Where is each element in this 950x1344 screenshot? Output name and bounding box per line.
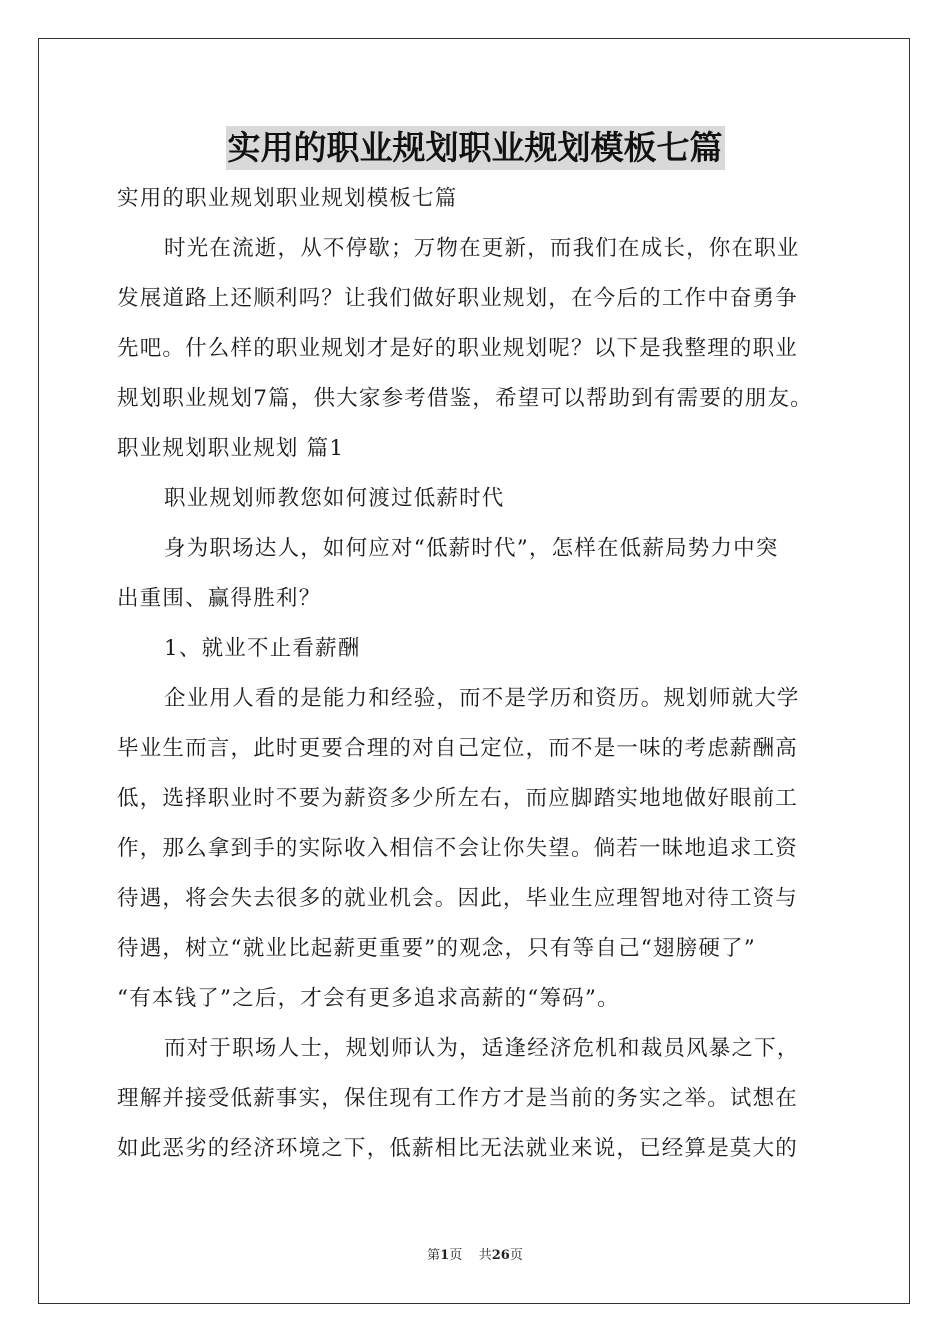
total-pages-suffix: 页 [509, 1248, 523, 1263]
text-line: 毕业生而言，此时更要合理的对自己定位，而不是一味的考虑薪酬高 [117, 736, 799, 761]
text-line: 职业规划师教您如何渡过低薪时代 [164, 486, 505, 511]
text-line: 待遇，将会失去很多的就业机会。因此，毕业生应理智地对待工资与 [117, 886, 799, 911]
document-title: 实用的职业规划职业规划模板七篇 [226, 126, 725, 170]
page-number-prefix: 第 [427, 1248, 441, 1263]
total-pages-count: 26 [491, 1248, 510, 1263]
text-line: 而对于职场人士，规划师认为，适逢经济危机和裁员风暴之下， [164, 1036, 800, 1061]
text-line: 待遇，树立“就业比起薪更重要”的观念，只有等自己“翅膀硬了” [117, 936, 756, 961]
text-line: 实用的职业规划职业规划模板七篇 [117, 186, 458, 211]
text-line: 低，选择职业时不要为薪资多少所左右，而应脚踏实地地做好眼前工 [117, 786, 799, 811]
page-number-suffix: 页 [449, 1248, 463, 1263]
text-line: 发展道路上还顺利吗？让我们做好职业规划，在今后的工作中奋勇争 [117, 286, 799, 311]
text-line: 理解并接受低薪事实，保住现有工作方才是当前的务实之举。试想在 [117, 1086, 799, 1111]
total-pages-prefix: 共 [478, 1248, 492, 1263]
text-line: 规划职业规划7篇，供大家参考借鉴，希望可以帮助到有需要的朋友。 [117, 386, 813, 411]
text-line: 如此恶劣的经济环境之下，低薪相比无法就业来说，已经算是莫大的 [117, 1136, 799, 1161]
page-footer [0, 1247, 950, 1265]
text-line: 出重围、赢得胜利？ [117, 586, 322, 611]
text-line: 1、就业不止看薪酬 [164, 636, 361, 661]
text-line: 作，那么拿到手的实际收入相信不会让你失望。倘若一昧地追求工资 [117, 836, 799, 861]
text-line: 企业用人看的是能力和经验，而不是学历和资历。规划师就大学 [164, 686, 800, 711]
text-line: 职业规划职业规划 篇1 [117, 436, 345, 461]
document-body [117, 174, 843, 1174]
title-container [0, 126, 950, 170]
text-line: 身为职场达人，如何应对“低薪时代”，怎样在低薪局势力中突 [164, 536, 779, 561]
text-line: “有本钱了”之后，才会有更多追求高薪的“筹码”。 [117, 986, 620, 1011]
text-line: 时光在流逝，从不停歇；万物在更新，而我们在成长，你在职业 [164, 236, 800, 261]
page-number-current: 1 [440, 1248, 450, 1263]
text-line: 先吧。什么样的职业规划才是好的职业规划呢？以下是我整理的职业 [117, 336, 799, 361]
